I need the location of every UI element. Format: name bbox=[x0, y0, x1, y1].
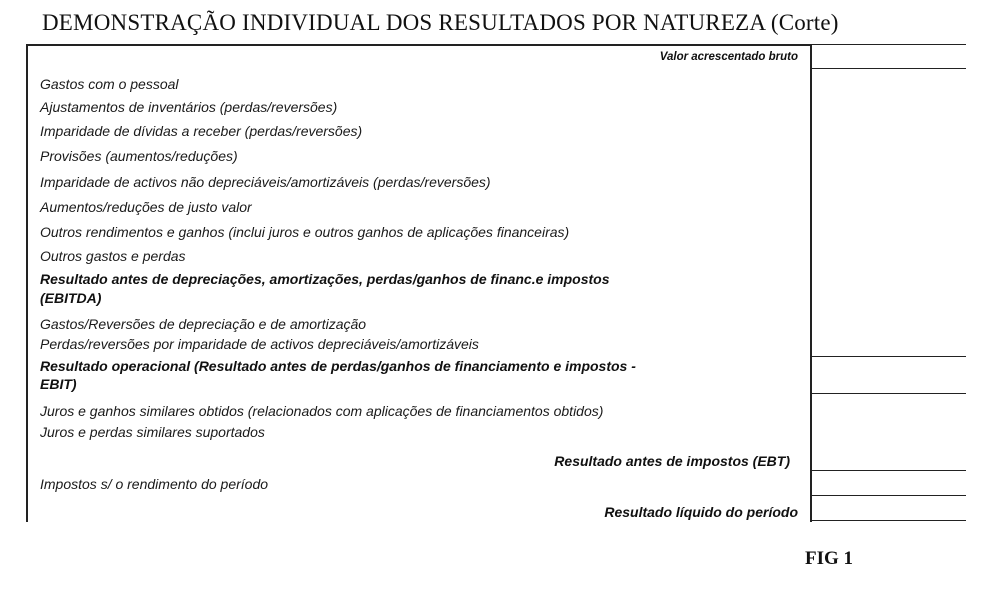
row-resultado-liquido: Resultado líquido do período bbox=[604, 504, 798, 520]
row-provisoes: Provisões (aumentos/reduções) bbox=[40, 148, 238, 164]
row-outros-gastos: Outros gastos e perdas bbox=[40, 248, 186, 264]
value-cell-line bbox=[812, 44, 966, 45]
row-valor-acrescentado: Valor acrescentado bruto bbox=[659, 51, 798, 63]
value-cell-line bbox=[812, 470, 966, 471]
row-aumentos-justo-valor: Aumentos/reduções de justo valor bbox=[40, 199, 252, 215]
document-title: DEMONSTRAÇÃO INDIVIDUAL DOS RESULTADOS POR NATUREZA (Corte) bbox=[42, 10, 839, 35]
row-impostos: Impostos s/ o rendimento do período bbox=[40, 476, 269, 492]
figure-label: FIG 1 bbox=[805, 548, 854, 569]
value-cell-line bbox=[812, 393, 966, 394]
row-gastos-depreciacao: Gastos/Reversões de depreciação e de amortização bbox=[40, 316, 367, 332]
row-juros-obtidos: Juros e ganhos similares obtidos (relacionados com aplicações de financiamentos obtidos) bbox=[40, 403, 604, 419]
row-ajustamentos-inventarios: Ajustamentos de inventários (perdas/reversões) bbox=[40, 99, 338, 115]
value-cell-line bbox=[812, 520, 966, 521]
value-cell-line bbox=[812, 356, 966, 357]
row-ebit-label: EBIT) bbox=[40, 376, 77, 392]
row-outros-rendimentos: Outros rendimentos e ganhos (inclui juros e outros ganhos de aplicações financeiras) bbox=[40, 224, 570, 240]
row-ebitda-label: (EBITDA) bbox=[40, 290, 102, 306]
row-imparidade-ativos: Imparidade de activos não depreciáveis/amortizáveis (perdas/reversões) bbox=[40, 174, 491, 190]
row-ebt: Resultado antes de impostos (EBT) bbox=[554, 453, 790, 469]
row-ebitda: Resultado antes de depreciações, amortizações, perdas/ganhos de financ.e impostos bbox=[40, 271, 610, 287]
row-imparidade-dividas: Imparidade de dívidas a receber (perdas/reversões) bbox=[40, 123, 363, 139]
value-cell-line bbox=[812, 495, 966, 496]
row-perdas-imparidade: Perdas/reversões por imparidade de activos depreciáveis/amortizáveis bbox=[40, 336, 479, 352]
value-cell-line bbox=[812, 68, 966, 69]
row-ebit: Resultado operacional (Resultado antes de perdas/ganhos de financiamento e impostos - bbox=[40, 358, 636, 374]
row-gastos-pessoal: Gastos com o pessoal bbox=[40, 76, 179, 92]
row-juros-suportados: Juros e perdas similares suportados bbox=[40, 424, 265, 440]
